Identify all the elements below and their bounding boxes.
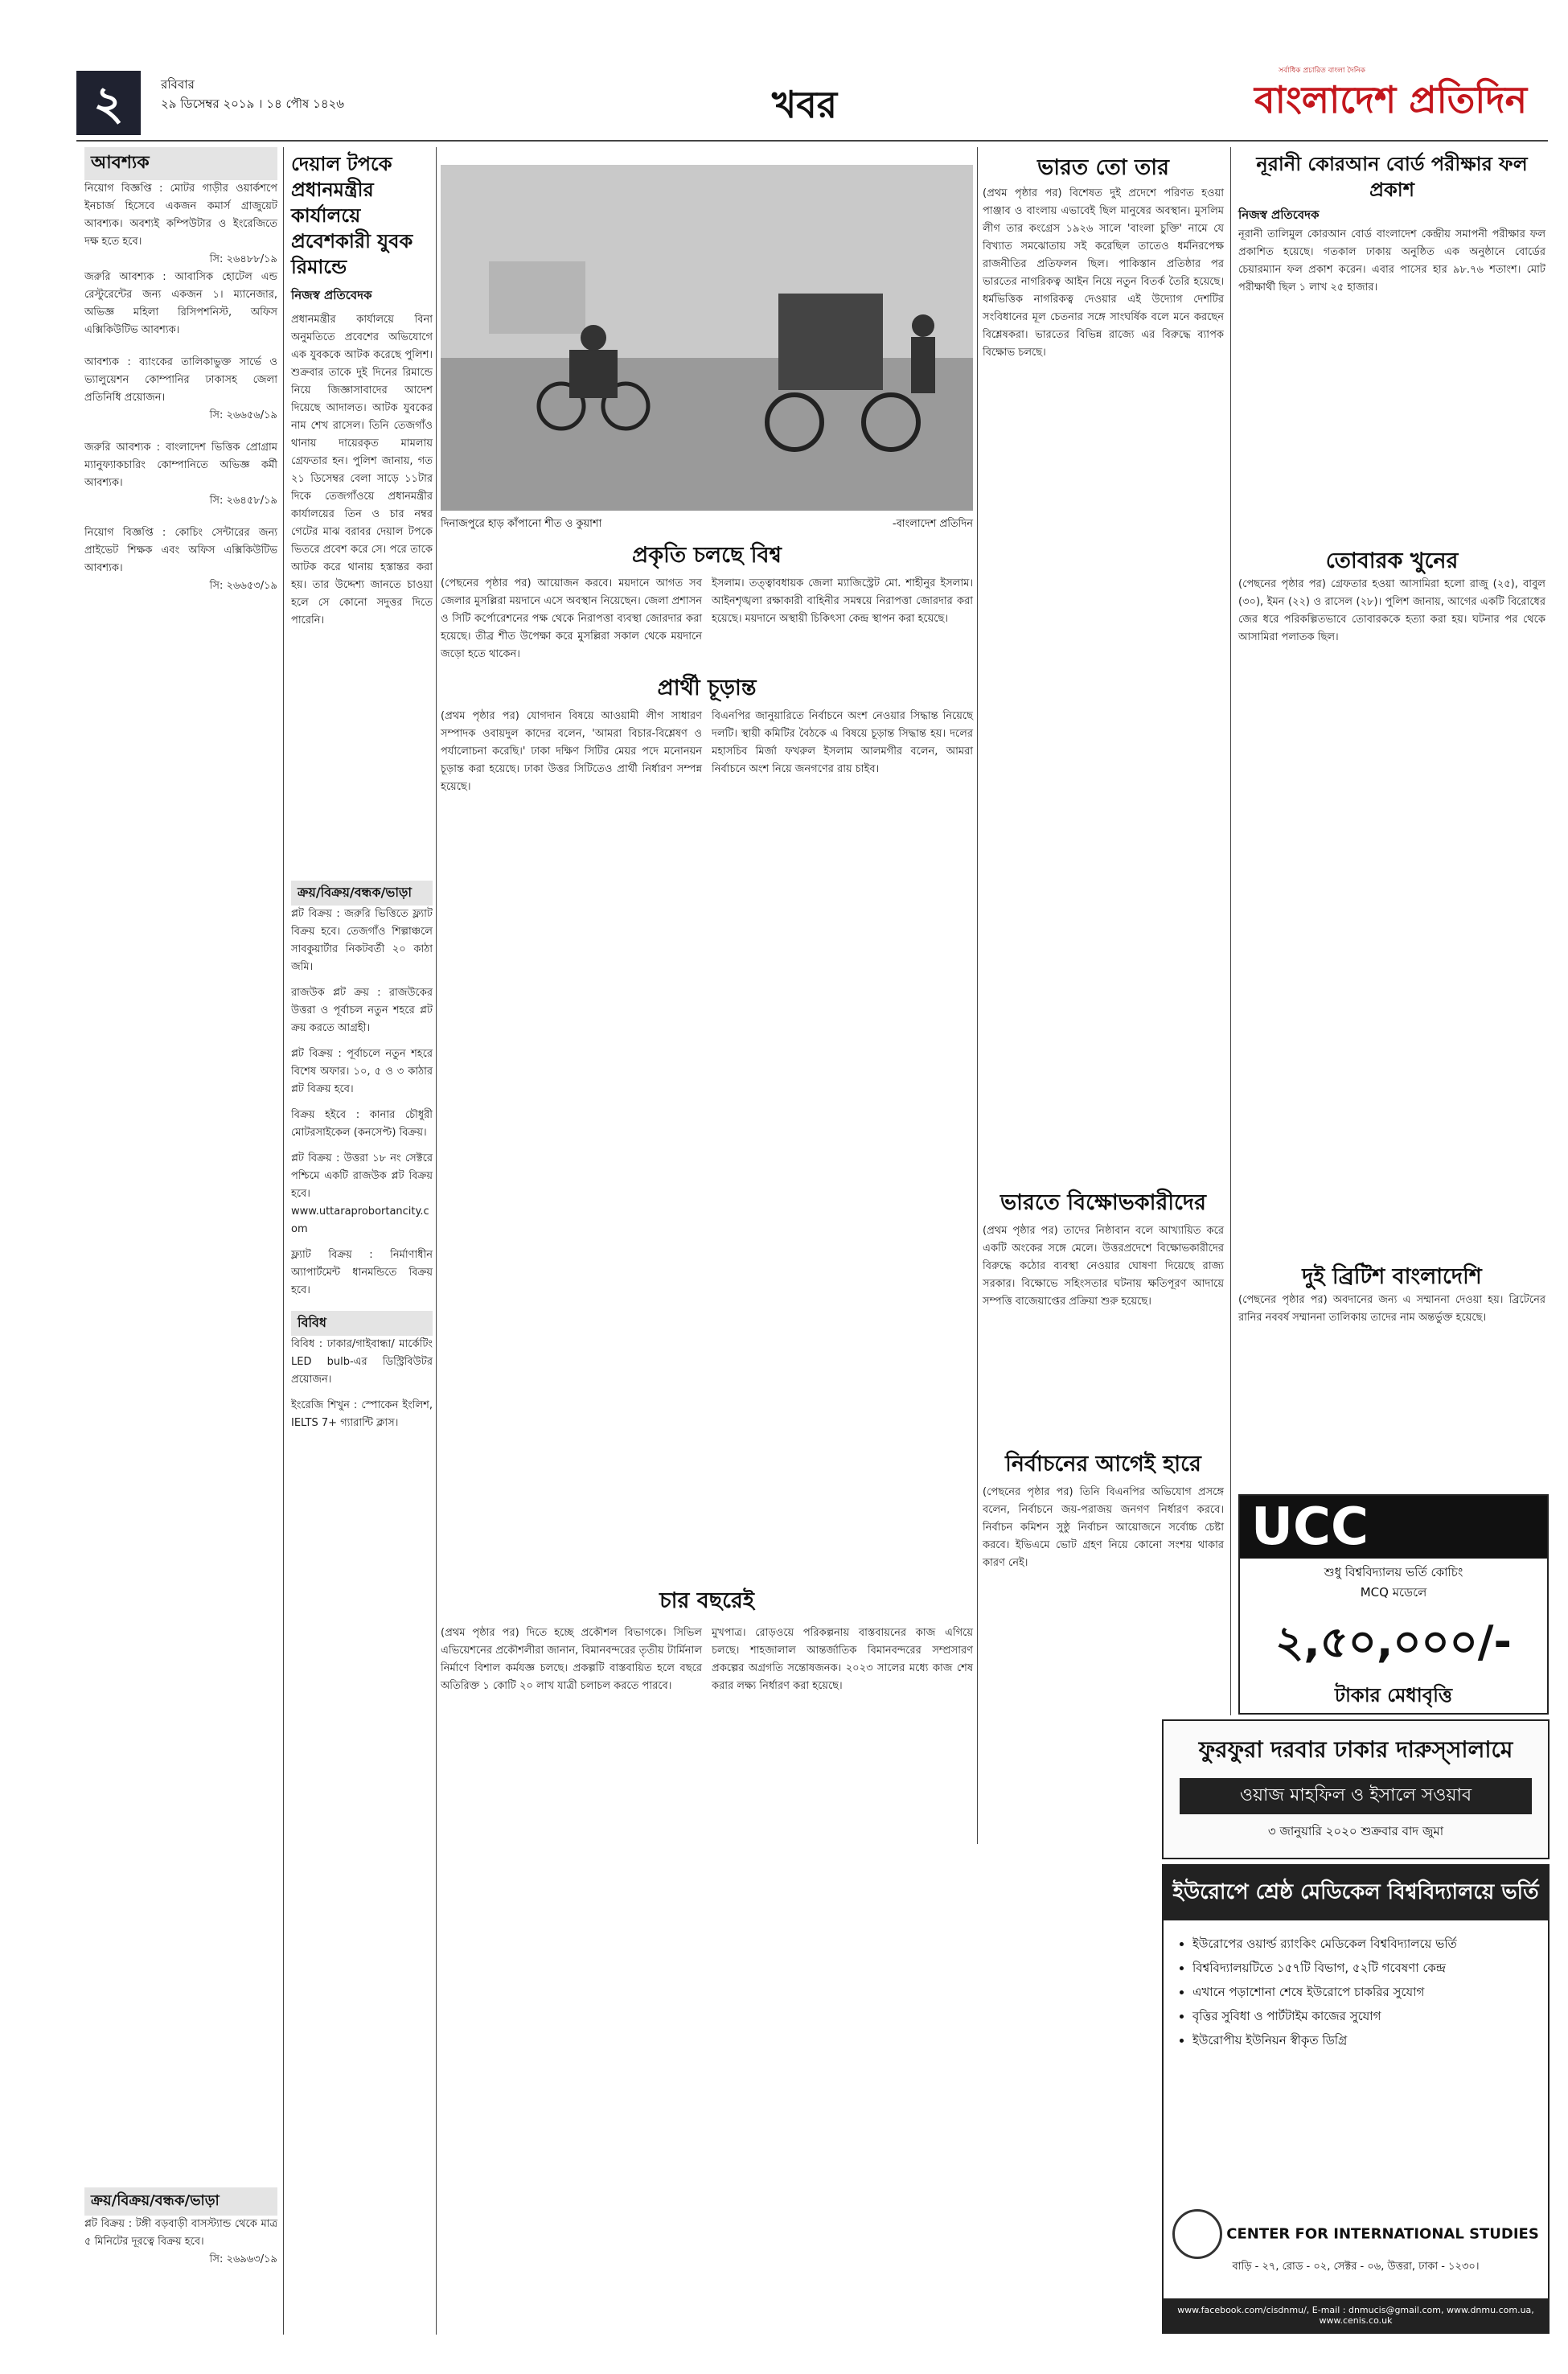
story-election-body: (পেছনের পৃষ্ঠার পর) তিনি বিএনপির অভিযোগ প্রসঙ্গে বলেন, নির্বাচনে জয়-পরাজয় জনগণ নির্ধারণ করবে। নির্বাচন কমিশন সুষ্ঠু নির্বাচন আয়োজনে সর্বোচ্চ চেষ্টা করবে। ইভিএমে ভোট গ্রহণ নিয়ে কোনো সংশয় থাকার কারণ নেই। xyxy=(983,1486,1224,1569)
fog-road-photo xyxy=(441,165,973,511)
story-british xyxy=(1238,1263,1545,1327)
ucc-advertisement xyxy=(1238,1494,1549,1715)
story-protest-body: (প্রথম পৃষ্ঠার পর) তাদের নিষ্ঠাবান বলে আখ্যায়িত করে একটি অংকের সঙ্গে মেলে। উত্তরপ্রদেশে বিক্ষোভকারীদের বিরুদ্ধে কঠোর ব্যবস্থা নেওয়ার ঘোষণা দিয়েছে রাজ্য সরকার। বিক্ষোভে সহিংসতার ঘটনায় ক্ষতিপূরণ আদায়ে সম্পত্তি বাজেয়াপ্তের প্রক্রিয়া শুরু হয়েছে। xyxy=(983,1225,1224,1308)
story-candidate-body: (প্রথম পৃষ্ঠার পর) যোগদান বিষয়ে আওয়ামী লীগ সাধারণ সম্পাদক ওবায়দুল কাদের বলেন, 'আমরা বিচার-বিশ্লেষণ ও পর্যালোচনা করেছি।' ঢাকা দক্ষিণ সিটির মেয়র পদে মনোনয়ন চূড়ান্ত করা হয়েছে। ঢাকা উত্তর সিটিতেও প্রার্থী নির্ধারণ সম্পন্ন হয়েছে। xyxy=(441,710,702,793)
column-rule xyxy=(283,147,284,2335)
medical-ad-web[interactable]: www.facebook.com/cisdnmu/, E-mail : dnmucis@gmail.com, www.dnmu.com.ua, www.cenis.co.uk xyxy=(1164,2298,1548,2332)
classifieds-heading: আবশ্যক xyxy=(84,147,277,180)
story-election-title: নির্বাচনের আগেই হারে xyxy=(1005,1452,1201,1477)
classified-ad: জরুরি আবশ্যক : আবাসিক হোটেল এন্ড রেস্টুরেন্টের জন্য একজন ১। ম্যানেজার, অভিজ্ঞ মহিলা রিসিপশনিস্ট, অফিস এক্সিকিউটিভ আবশ্যক। xyxy=(84,271,277,336)
story-candidate-title: প্রার্থী চূড়ান্ত xyxy=(657,676,757,700)
photo-credit: -বাংলাদেশ প্রতিদিন xyxy=(892,518,973,530)
medical-ad-footer xyxy=(1164,2209,1548,2276)
medical-ad-title: ইউরোপে শ্রেষ্ঠ মেডিকেল বিশ্ববিদ্যালয়ে ভর্তি xyxy=(1164,1866,1548,1920)
photo-caption: দিনাজপুরে হাড় কাঁপানো শীত ও কুয়াশা xyxy=(441,518,602,530)
medical-ad-bullets xyxy=(1180,1932,1540,2052)
medical-advertisement xyxy=(1162,1864,1550,2334)
story-india-title: ভারত তো তার xyxy=(1037,155,1169,180)
header-day: রবিবার xyxy=(161,77,195,92)
story-british-body: (পেছনের পৃষ্ঠার পর) অবদানের জন্য এ সম্মাননা দেওয়া হয়। ব্রিটেনের রানির নববর্ষ সম্মাননা তালিকায় তাদের নাম অন্তর্ভুক্ত হয়েছে। xyxy=(1238,1294,1545,1324)
ucc-line-2: MCQ মডেলে xyxy=(1360,1585,1427,1600)
photo-caption-row xyxy=(441,516,973,533)
medical-ad-bullet: • বিশ্ববিদ্যালয়টিতে ১৫৭টি বিভাগ, ৫২টি গবেষণা কেন্দ্র xyxy=(1192,1956,1540,1980)
classified-ad: বিক্রয় হইবে : কানার চৌধুরী মোটরসাইকেল (কনসেপ্ট) বিক্রয়। xyxy=(291,1109,433,1139)
story-tobacco-title: তোবারক খুনের xyxy=(1325,548,1459,573)
classified-ad: প্লট বিক্রয় : উত্তরা ১৮ নং সেক্টরে পশ্চিমে একটি রাজউক প্লট বিক্রয় হবে। xyxy=(291,1152,433,1200)
story-youth-byline: নিজস্ব প্রতিবেদক xyxy=(291,288,372,302)
classified-code: সি: ২৬৪৫৮/১৯ xyxy=(209,495,277,507)
ucc-line-3: টাকার মেধাবৃত্তি xyxy=(1334,1684,1453,1707)
classified-ad: প্লট বিক্রয় : টঙ্গী বড়বাড়ী বাসস্ট্যান্ড থেকে মাত্র ৫ মিনিটের দূরত্বে বিক্রয় হবে। xyxy=(84,2218,277,2248)
story-youth xyxy=(291,151,433,630)
classified-code: সি: ২৬৬৫৩/১৯ xyxy=(209,580,277,592)
furfura-detail: ৩ জানুয়ারি ২০২০ শুক্রবার বাদ জুমা xyxy=(1267,1824,1444,1838)
ucc-brand: UCC xyxy=(1240,1496,1547,1559)
story-tobacco-body: (পেছনের পৃষ্ঠার পর) গ্রেফতার হওয়া আসামিরা হলো রাজু (২৫), বাবুল (৩০), ইমন (২২) ও রাসেল (২৮)। পুলিশ জানায়, আগের একটি বিরোধের জের ধরে পরিকল্পিতভাবে তোবারককে হত্যা করা হয়। ঘটনার পর থেকে আসামিরা পলাতক ছিল। xyxy=(1238,578,1545,643)
classified-code: সি: ২৬৯৬৩/১৯ xyxy=(209,2253,277,2265)
classifieds-sale-block xyxy=(84,2187,277,2269)
story-quran xyxy=(1238,151,1545,297)
story-candidate-body: বিএনপির জানুয়ারিতে নির্বাচনে অংশ নেওয়ার সিদ্ধান্ত নিয়েছে দলটি। স্থায়ী কমিটির বৈঠকে এ বিষয়ে চূড়ান্ত সিদ্ধান্ত হয়। দলের মহাসচিব মির্জা ফখরুল ইসলাম আলমগীর বলেন, আমরা নির্বাচনে অংশ নিয়ে জনগণের রায় চাইব। xyxy=(712,710,973,775)
classified-ad: ফ্ল্যাট বিক্রয় : নির্মাণাধীন অ্যাপার্টমেন্ট ধানমন্ডিতে বিক্রয় হবে। xyxy=(291,1249,433,1296)
story-four-years-body: (প্রথম পৃষ্ঠার পর) দিতে হচ্ছে প্রকৌশল বিভাগকে। সিভিল এভিয়েশনের প্রকৌশলীরা জানান, বিমানবন্দরের তৃতীয় টার্মিনাল নির্মাণে বিশাল কর্মযজ্ঞ চলছে। প্রকল্পটি বাস্তবায়িত হলে বছরে অতিরিক্ত ১ কোটি ২০ লাখ যাত্রী চলাচল করতে পারবে। xyxy=(441,1627,702,1692)
story-cold-body: (পেছনের পৃষ্ঠার পর) আয়োজন করবে। ময়দানে আগত সব জেলার মুসল্লিরা ময়দানে এসে অবস্থান নিয়েছেন। জেলা প্রশাসন ও সিটি কর্পোরেশনের পক্ষ থেকে নিরাপত্তা ব্যবস্থা জোরদার করা হয়েছে। তীব্র শীত উপেক্ষা করে মুসল্লিরা সকাল থেকে ময়দানে জড়ো হতে থাকেন। xyxy=(441,577,702,660)
classifieds-middle xyxy=(291,881,433,1432)
classifieds-column xyxy=(84,147,277,595)
header-date: ২৯ ডিসেম্বর ২০১৯ । ১৪ পৌষ ১৪২৬ xyxy=(161,97,345,111)
brand-tagline: সর্বাধিক প্রচারিত বাংলা দৈনিক xyxy=(1279,67,1365,75)
news-photo xyxy=(441,165,973,511)
classifieds-sale-heading: ক্রয়/বিক্রয়/বন্ধক/ভাড়া xyxy=(84,2187,277,2216)
story-india-body: (প্রথম পৃষ্ঠার পর) বিশেষত দুই প্রদেশে পরিণত হওয়া পাঞ্জাব ও বাংলায় এভাবেই ছিল মানুষের অবস্থান। মুসলিম লীগ তার কংগ্রেস ১৯২৬ সালে 'বাংলা চুক্তি' নামে যে বিখ্যাত সমঝোতায় সই করেছিল তাতেও ধর্মনিরপেক্ষ রাজনীতির প্রতিফলন ছিল। পাকিস্তান প্রতিষ্ঠার পর ভারতের নাগরিকত্ব আইন নিয়ে নতুন বিতর্ক তৈরি হয়েছে। ধর্মভিত্তিক নাগরিকত্ব দেওয়ার এই উদ্যোগ দেশটির সংবিধানের মূল চেতনার সঙ্গে সাংঘর্ষিক বলে মনে করছেন বিশ্লেষকরা। ভারতের বিভিন্ন রাজ্যে এর বিরুদ্ধে ব্যাপক বিক্ষোভ চলছে। xyxy=(983,187,1224,359)
furfura-advertisement xyxy=(1162,1719,1550,1859)
story-youth-title: দেয়াল টপকে প্রধানমন্ত্রীর কার্যালয়ে প্রবেশকারী যুবক রিমান্ডে xyxy=(291,152,413,278)
furfura-subtitle: ওয়াজ মাহফিল ও ইসালে সওয়াব xyxy=(1180,1778,1532,1814)
classified-ad: নিয়োগ বিজ্ঞপ্তি : কোচিং সেন্টারের জন্য প্রাইভেট শিক্ষক এবং অফিস এক্সিকিউটিভ আবশ্যক। xyxy=(84,527,277,574)
medical-ad-bullet: • বৃত্তির সুবিধা ও পার্টটাইম কাজের সুযোগ xyxy=(1192,2004,1540,2028)
medical-ad-bullet: • এখানে পড়াশোনা শেষে ইউরোপে চাকরির সুযোগ xyxy=(1192,1980,1540,2004)
classified-ad: বিবিধ : ঢাকার/গাইবান্ধা/ মার্কেটিং LED bulb-এর ডিস্ট্রিবিউটর প্রয়োজন। xyxy=(291,1338,433,1386)
ucc-amount: ২,৫০,০০০/- xyxy=(1275,1616,1512,1667)
classified-web-link[interactable]: www.uttaraprobortancity.com xyxy=(291,1205,429,1235)
classified-ad: আবশ্যক : ব্যাংকের তালিকাভুক্ত সার্ভে ও ভ্যালুয়েশন কোম্পানির ঢাকাসহ জেলা প্রতিনিধি প্রয়োজন। xyxy=(84,356,277,404)
story-quran-byline: নিজস্ব প্রতিবেদক xyxy=(1238,207,1320,222)
classified-ad: রাজউক প্লট ক্রয় : রাজউকের উত্তরা ও পূর্বাচল নতুন শহরে প্লট ক্রয় করতে আগ্রহী। xyxy=(291,987,433,1034)
classified-ad: ইংরেজি শিখুন : স্পোকেন ইংলিশ, IELTS 7+ গ্যারান্টি ক্লাস। xyxy=(291,1399,433,1429)
classifieds-middle-heading: ক্রয়/বিক্রয়/বন্ধক/ভাড়া xyxy=(291,881,433,906)
classified-ad: নিয়োগ বিজ্ঞপ্তি : মোটর গাড়ীর ওয়ার্কশপে ইনচার্জ হিসেবে একজন কমার্স গ্রাজুয়েট আবশ্যক। অবশ্যই কম্পিউটার ও ইংরেজিতে দক্ষ হতে হবে। xyxy=(84,183,277,248)
column-rule xyxy=(977,147,978,1844)
story-british-title: দুই ব্রিটিশ বাংলাদেশি xyxy=(1302,1264,1482,1289)
medical-ad-address: বাড়ি - ২৭, রোড - ০২, সেক্টর - ০৬, উত্তরা, ঢাকা - ১২৩০। xyxy=(1232,2261,1480,2273)
classified-ad: প্লট বিক্রয় : জরুরি ভিত্তিতে ফ্ল্যাট বিক্রয় হবে। তেজগাঁও শিল্পাঞ্চলে সাবকুয়ার্টার নিকটবর্তী ২০ কাঠা জমি। xyxy=(291,908,433,973)
story-tobacco xyxy=(1238,547,1545,647)
column-rule xyxy=(1230,147,1231,1715)
ucc-line-1: শুধু বিশ্ববিদ্যালয় ভর্তি কোচিং xyxy=(1324,1565,1463,1579)
story-four-years-title: চার বছরেই xyxy=(659,1588,754,1613)
classified-ad: প্লট বিক্রয় : পূর্বাচলে নতুন শহরে বিশেষ অফার। ১০, ৫ ও ৩ কাঠার প্লট বিক্রয় হবে। xyxy=(291,1048,433,1095)
medical-ad-bullet: • ইউরোপের ওয়ার্ল্ড র‍্যাংকিং মেডিকেল বিশ্ববিদ্যালয়ে ভর্তি xyxy=(1192,1932,1540,1956)
page-number: ২ xyxy=(76,71,141,135)
cis-logo-icon xyxy=(1172,2209,1222,2259)
story-protest-title: ভারতে বিক্ষোভকারীদের xyxy=(1000,1190,1206,1215)
header-rule xyxy=(76,140,1548,142)
classified-code: সি: ২৬৪৮৮/১৯ xyxy=(209,253,277,265)
medical-ad-bullet: • ইউরোপীয় ইউনিয়ন স্বীকৃত ডিগ্রি xyxy=(1192,2028,1540,2052)
section-title: খবর xyxy=(772,83,838,126)
furfura-title: ফুরফুরা দরবার ঢাকার দারুস্সালামে xyxy=(1198,1736,1513,1763)
story-cold-body: ইসলাম। তত্ত্বাবধায়ক জেলা ম্যাজিস্ট্রেট মো. শাহীনুর ইসলাম। আইনশৃঙ্খলা রক্ষাকারী বাহিনীর সমন্বয়ে নিরাপত্তা জোরদার করা হয়েছে। ময়দানে অস্থায়ী চিকিৎসা কেন্দ্র স্থাপন করা হয়েছে। xyxy=(712,577,973,625)
classified-ad: জরুরি আবশ্যক : বাংলাদেশ ভিত্তিক প্রোগ্রাম ম্যানুফ্যাকচারিং কোম্পানিতে অভিজ্ঞ কর্মী আবশ্যক। xyxy=(84,442,277,489)
brand-logo: বাংলাদেশ প্রতিদিন xyxy=(1254,78,1528,121)
story-youth-body: প্রধানমন্ত্রীর কার্যালয়ে বিনা অনুমতিতে প্রবেশের অভিযোগে এক যুবককে আটক করেছে পুলিশ। শুক্রবার তাকে দুই দিনের রিমান্ডে নিয়ে জিজ্ঞাসাবাদের আদেশ দিয়েছে আদালত। আটক যুবকের নাম শেখ রাসেল। তিনি তেজগাঁও থানায় দায়েরকৃত মামলায় গ্রেফতার হন। পুলিশ জানায়, গত ২১ ডিসেম্বর বেলা সাড়ে ১১টার দিকে তেজগাঁওয়ে প্রধানমন্ত্রীর কার্যালয়ের তিন ও চার নম্বর গেটের মাঝ বরাবর দেয়াল টপকে ভিতরে প্রবেশ করে সে। পরে তাকে আটক করে থানায় হস্তান্তর করা হয়। তার উদ্দেশ্য জানতে চাওয়া হলে সে কোনো সদুত্তর দিতে পারেনি। xyxy=(291,314,433,626)
story-cold-title: প্রকৃতি চলছে বিশ্ব xyxy=(632,543,782,568)
classified-code: সি: ২৬৬৫৬/১৯ xyxy=(209,409,277,421)
column-rule xyxy=(436,147,437,2335)
story-quran-body: নূরানী তালিমুল কোরআন বোর্ড বাংলাদেশ কেন্দ্রীয় সমাপনী পরীক্ষার ফল প্রকাশিত হয়েছে। গতকাল ঢাকায় অনুষ্ঠিত এক অনুষ্ঠানে বোর্ডের চেয়ারম্যান ফল প্রকাশ করেন। এবার পাসের হার ৯৮.৭৬ শতাংশ। মোট পরীক্ষার্থী ছিল ১ লাখ ২৫ হাজার। xyxy=(1238,228,1545,294)
story-four-years-body: মুখপাত্র। রোড়ওয়ে পরিকল্পনায় বাস্তবায়নের কাজ এগিয়ে চলছে। শাহজালাল আন্তর্জাতিক বিমানবন্দরের সম্প্রসারণ প্রকল্পের অগ্রগতি সন্তোষজনক। ২০২৩ সালের মধ্যে কাজ শেষ করার লক্ষ্য নির্ধারণ করা হয়েছে। xyxy=(712,1627,973,1692)
story-quran-title: নূরানী কোরআন বোর্ড পরীক্ষার ফল প্রকাশ xyxy=(1256,152,1528,201)
classifieds-misc-heading: বিবিধ xyxy=(291,1311,433,1336)
medical-ad-org: CENTER FOR INTERNATIONAL STUDIES xyxy=(1226,2225,1539,2243)
